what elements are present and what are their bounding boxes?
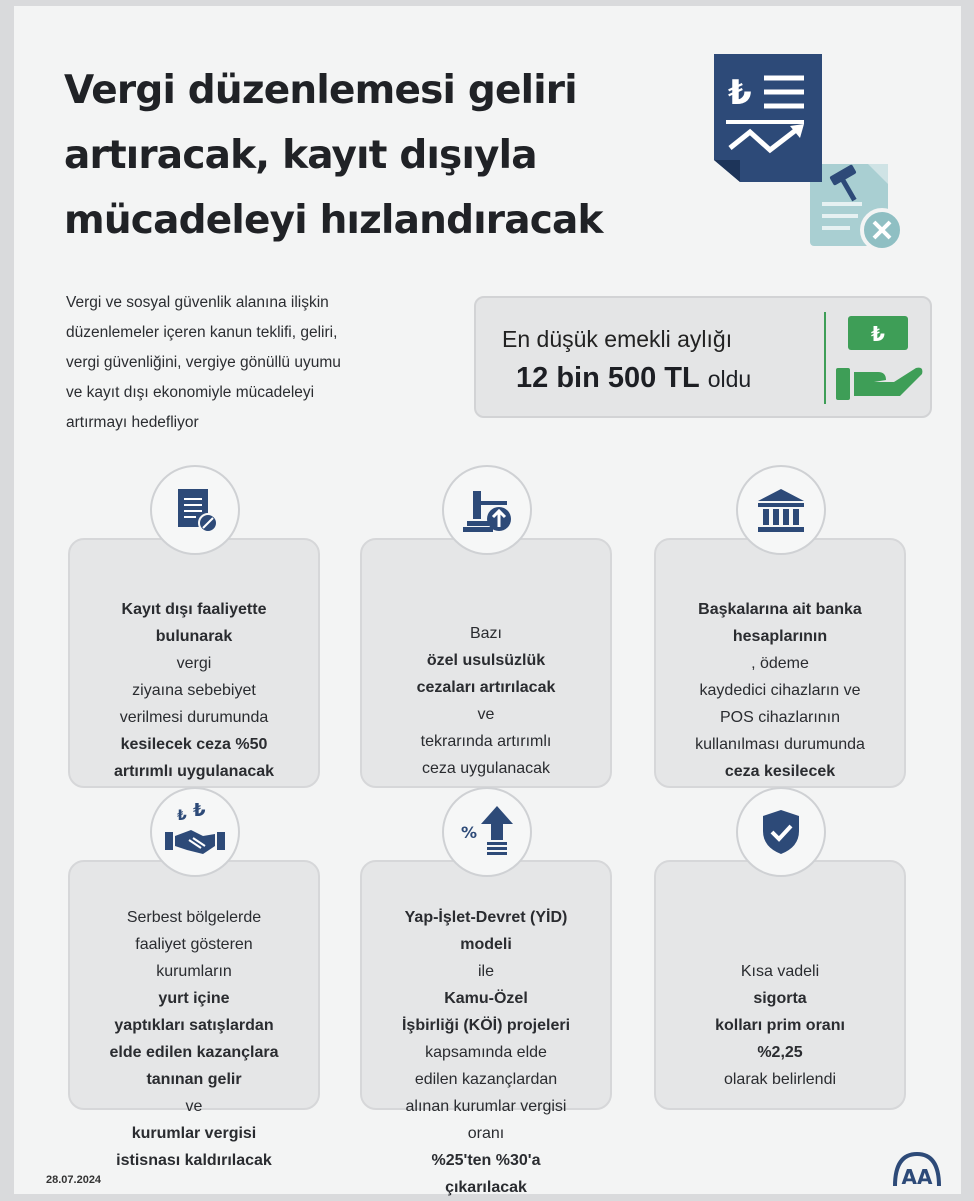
intro-line: düzenlemeler içeren kanun teklifi, geliri, <box>66 324 338 341</box>
info-card-line <box>362 1066 610 1093</box>
info-card-line <box>362 1012 610 1039</box>
info-card-bold-text: %25'ten %30'a <box>431 1152 541 1169</box>
gavel-document-icon <box>810 164 902 250</box>
pension-amount <box>516 362 751 395</box>
title-line-3: mücadeleyi hızlandıracak <box>64 198 603 243</box>
info-card-bold-text: bulunarak <box>155 628 233 645</box>
info-card-bold-text: sigorta <box>753 990 807 1007</box>
info-card-text <box>362 904 610 1201</box>
info-card-line <box>362 1174 610 1201</box>
info-card-line <box>656 623 904 677</box>
info-card-text <box>656 958 904 1093</box>
info-card-regular-text: Bazı <box>469 625 502 642</box>
aa-logo-text: AA <box>901 1165 933 1188</box>
info-card-line <box>70 1066 318 1120</box>
info-card-line <box>362 755 610 782</box>
info-card-line <box>656 1039 904 1093</box>
info-card-line <box>656 677 904 704</box>
info-card-bold-text: elde edilen kazançlara <box>109 1044 279 1061</box>
info-card-bold-text: özel usulsüzlük <box>426 652 546 669</box>
info-card-regular-text: oranı <box>467 1125 505 1142</box>
info-card-regular-text: tekrarında artırımlı <box>420 733 552 750</box>
info-card-bold-text: Kamu-Özel <box>444 990 528 1007</box>
info-card-line <box>656 596 904 623</box>
info-card-regular-text: kapsamında elde <box>425 1044 547 1061</box>
page-title <box>64 58 704 253</box>
info-card-line <box>656 1012 904 1039</box>
info-card <box>68 860 320 1169</box>
info-card-line <box>656 958 904 1012</box>
info-card-bold-text: Kayıt dışı faaliyette <box>121 601 267 618</box>
svg-text:₺: ₺ <box>193 802 206 821</box>
info-card-bold-text: kolları prim oranı <box>715 1017 845 1034</box>
info-card-text <box>70 596 318 785</box>
pension-highlight-box <box>474 296 932 418</box>
info-card-bold-text: cezaları artırılacak <box>416 679 556 696</box>
svg-text:%: % <box>461 823 478 842</box>
info-card-line <box>362 674 610 728</box>
info-card-line <box>70 758 318 785</box>
info-card-line <box>362 931 610 1012</box>
info-card-bold-text: kesilecek ceza %50 <box>120 736 268 753</box>
info-card-regular-text: edilen kazançlardan <box>414 1071 558 1088</box>
aa-logo-icon <box>891 1148 943 1188</box>
handshake-icon <box>150 787 240 877</box>
info-card-line <box>70 596 318 623</box>
info-card-regular-text: Kısa vadeli <box>740 963 820 980</box>
info-card-bold-text: hesaplarının <box>732 628 828 645</box>
hand-giving-icon <box>834 360 926 404</box>
info-card-text <box>656 596 904 785</box>
info-card-text <box>362 620 610 782</box>
intro-line: vergi güvenliğini, vergiye gönüllü uyumu <box>66 354 341 371</box>
info-card-regular-text: ziyaına sebebiyet <box>132 682 256 699</box>
info-card-bold-text: %2,25 <box>757 1044 803 1061</box>
pension-currency-symbol: ₺ <box>871 322 885 346</box>
info-card-bold-text: kurumlar vergisi <box>131 1125 257 1142</box>
info-card-line <box>362 904 610 931</box>
info-card-bold-text: artırımlı uygulanacak <box>113 763 275 780</box>
info-card-line <box>362 1093 610 1120</box>
info-card-line <box>70 731 318 758</box>
info-card <box>360 860 612 1196</box>
info-card-line <box>656 758 904 785</box>
info-card-line <box>70 677 318 704</box>
lira-banknote-icon <box>848 316 908 350</box>
svg-text:₺: ₺ <box>728 73 752 113</box>
info-card-line <box>362 728 610 755</box>
info-card-line <box>70 958 318 1012</box>
info-card-line <box>70 623 318 677</box>
info-card-regular-text: ceza uygulanacak <box>421 760 551 777</box>
info-card-text <box>70 904 318 1174</box>
info-card-regular-text: ve <box>185 1098 203 1115</box>
publish-date: 28.07.2024 <box>46 1174 102 1186</box>
info-card-regular-text: POS cihazlarının <box>719 709 841 726</box>
info-card-line <box>70 1012 318 1039</box>
info-card-line <box>70 904 318 931</box>
info-card-line <box>362 620 610 674</box>
pension-amount-value: 12 bin 500 TL <box>516 362 700 394</box>
title-line-1: Vergi düzenlemesi geliri <box>64 68 577 113</box>
info-card-regular-text: olarak belirlendi <box>723 1071 837 1088</box>
tax-document-icon <box>700 48 920 258</box>
info-card-regular-text: kurumların <box>156 963 232 980</box>
info-card-bold-text: istisnası kaldırılacak <box>116 1152 272 1169</box>
info-card-bold-text: yurt içine <box>158 990 230 1007</box>
info-card-regular-text: ve <box>477 706 495 723</box>
info-card-bold-text: modeli <box>460 936 512 953</box>
info-card-bold-text: Yap-İşlet-Devret (YİD) <box>404 909 568 926</box>
bank-icon <box>736 465 826 555</box>
info-card-line <box>70 1039 318 1066</box>
intro-line: Vergi ve sosyal güvenlik alanına ilişkin <box>66 294 329 311</box>
info-card-bold-text: İşbirliği (KÖİ) projeleri <box>401 1017 571 1034</box>
intro-line: ve kayıt dışı ekonomiyle mücadeleyi <box>66 384 315 401</box>
info-card-regular-text: verilmesi durumunda <box>119 709 269 726</box>
info-card-line <box>656 704 904 731</box>
info-card-regular-text: faaliyet gösteren <box>135 936 253 953</box>
gavel-arrow-icon <box>442 465 532 555</box>
info-card-regular-text: vergi <box>176 655 212 672</box>
shield-check-icon <box>736 787 826 877</box>
info-card-line <box>70 931 318 958</box>
info-card-line <box>362 1039 610 1066</box>
info-card-line <box>70 1147 318 1174</box>
info-card-line <box>656 731 904 758</box>
info-card-regular-text: kaydedici cihazların ve <box>699 682 861 699</box>
percent-arrow-icon <box>442 787 532 877</box>
svg-text:₺: ₺ <box>177 808 187 824</box>
document-icon <box>150 465 240 555</box>
info-card-bold-text: yaptıkları satışlardan <box>114 1017 274 1034</box>
info-card-regular-text: kullanılması durumunda <box>695 736 865 753</box>
info-card <box>654 860 906 1110</box>
title-line-2: artıracak, kayıt dışıyla <box>64 133 537 178</box>
intro-paragraph <box>66 288 446 438</box>
pension-label: En düşük emekli aylığı <box>502 326 733 352</box>
info-card-bold-text: Başkalarına ait banka <box>698 601 862 618</box>
pension-amount-suffix: oldu <box>707 366 752 392</box>
info-card-line <box>70 704 318 731</box>
info-card-line <box>362 1120 610 1174</box>
info-card-line <box>70 1120 318 1147</box>
info-card <box>360 538 612 788</box>
info-card-bold-text: tanınan gelir <box>146 1071 242 1088</box>
info-card-regular-text: Serbest bölgelerde <box>126 909 262 926</box>
info-card-bold-text: çıkarılacak <box>445 1179 527 1196</box>
info-card-regular-text: alınan kurumlar vergisi <box>405 1098 567 1115</box>
info-card-regular-text: , ödeme <box>751 655 809 672</box>
intro-line: artırmayı hedefliyor <box>66 414 199 431</box>
info-card-regular-text: ile <box>477 963 494 980</box>
pension-divider <box>824 312 826 404</box>
info-card-bold-text: ceza kesilecek <box>724 763 836 780</box>
info-card <box>68 538 320 788</box>
info-card <box>654 538 906 788</box>
